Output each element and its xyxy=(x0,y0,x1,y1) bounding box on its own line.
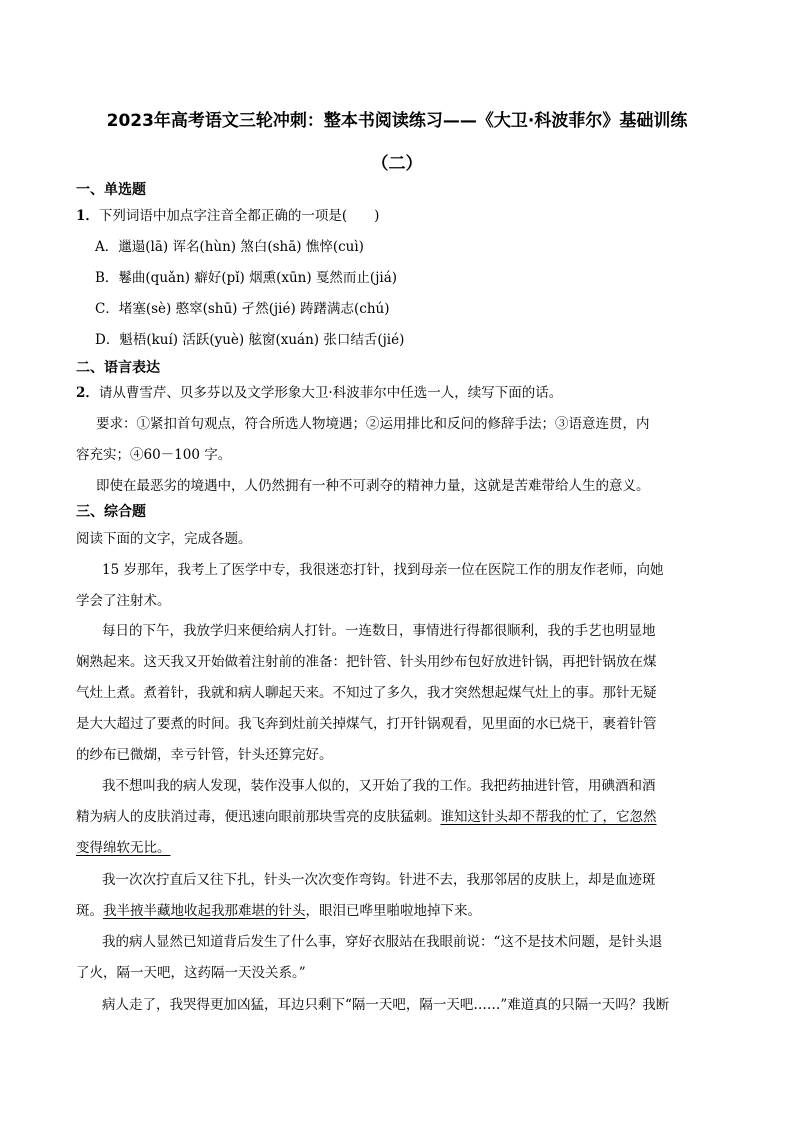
passage-line: 学会了注射术。 xyxy=(76,593,171,609)
option-c: C．堵塞(sè) 憨窣(shū) 孑然(jié) 踌躇满志(chú) xyxy=(95,301,390,317)
section-heading-single-choice: 一、单选题 xyxy=(76,182,146,198)
passage-line: 每日的下午，我放学归来便给病人打针。一连数日，事情进行得都很顺利，我的手艺也明显地 xyxy=(102,623,656,639)
passage-line: 娴熟起来。这天我又开始做着注射前的准备：把针管、针头用纱布包好放进针锅，再把针锅放在煤 xyxy=(76,654,657,670)
passage-text: 精为病人的皮肤消过毒，便迅速向眼前那块雪亮的皮肤猛刺。 xyxy=(76,809,441,825)
underlined-sentence: 谁知这针头却不帮我的忙了，它忽然 xyxy=(440,809,657,825)
passage-line: 我不想叫我的病人发现，装作没事人似的，又开始了我的工作。我把药抽进针管，用碘酒和酒 xyxy=(102,778,656,794)
option-a: A．邋遢(lā) 诨名(hùn) 煞白(shā) 憔悴(cuì) xyxy=(95,239,364,255)
document-title: 2023年高考语文三轮冲刺：整本书阅读练习——《大卫·科波菲尔》基础训练 xyxy=(106,111,688,131)
question-2-stem xyxy=(76,383,562,403)
passage-text: 斑。 xyxy=(76,903,103,919)
section-heading-comprehensive: 三、综合题 xyxy=(76,504,146,520)
requirement-line-1: 要求：①紧扣首句观点，符合所选人物境遇；②运用排比和反问的修辞手法；③语意连贯，内 xyxy=(96,416,650,432)
passage-line: 气灶上煮。煮着针，我就和病人聊起天来。不知过了多久，我才突然想起煤气灶上的事。那针无疑 xyxy=(76,685,657,701)
option-b: B．鬈曲(quǎn) 癖好(pǐ) 烟熏(xūn) 戛然而止(jiá) xyxy=(95,270,398,286)
option-d: D．魁梧(kuí) 活跃(yuè) 舷窗(xuán) 张口结舌(jié) xyxy=(95,332,405,348)
passage-line xyxy=(76,807,657,827)
underlined-sentence: 变得绵软无比。 xyxy=(76,840,171,856)
requirement-line-2: 容充实；④60－100 字。 xyxy=(76,447,232,463)
passage-line xyxy=(76,838,171,858)
passage-line xyxy=(76,901,481,921)
question-text: 请从曹雪芹、贝多芬以及文学形象大卫·科波菲尔中任选一人，续写下面的话。 xyxy=(98,385,563,401)
question-text: 下列词语中加点字注音全都正确的一项是( ) xyxy=(98,208,380,224)
passage-text: ，眼泪已哗里啪啦地掉下来。 xyxy=(305,903,481,919)
passage-line: 病人走了，我哭得更加凶猛，耳边只剩下“隔一天吧，隔一天吧……”难道真的只隔一天吗？我断 xyxy=(102,997,670,1013)
passage-line: 我一次次拧直后又往下扎，针头一次次变作弯钩。针进不去，我那邻居的皮肤上，却是血迹斑 xyxy=(102,872,656,888)
question-number: 2． xyxy=(76,385,99,401)
question-1-stem xyxy=(76,206,379,226)
reading-intro: 阅读下面的文字，完成各题。 xyxy=(76,531,252,547)
passage-line: 是大大超过了要煮的时间。我飞奔到灶前关掉煤气，打开针锅观看，见里面的水已烧干，裹着针管 xyxy=(76,716,657,732)
passage-line: 的纱布已微煳，幸亏针管，针头还算完好。 xyxy=(76,747,333,763)
writing-prompt: 即使在最恶劣的境遇中，人仍然拥有一种不可剥夺的精神力量，这就是苦难带给人生的意义。 xyxy=(96,478,650,494)
passage-line: 我的病人显然已知道背后发生了什么事，穿好衣服站在我眼前说：“这不是技术问题，是针头退 xyxy=(102,934,663,950)
passage-line: 15 岁那年，我考上了医学中专，我很迷恋打针，找到母亲一位在医院工作的朋友作老师，向她 xyxy=(102,562,664,578)
section-heading-language-expression: 二、语言表达 xyxy=(76,360,160,376)
passage-line: 了火，隔一天吧，这药隔一天没关系。” xyxy=(76,965,306,981)
question-number: 1． xyxy=(76,208,99,224)
underlined-sentence: 我半掖半藏地收起我那难堪的针头 xyxy=(103,903,306,919)
document-title-sub: （二） xyxy=(371,154,423,174)
